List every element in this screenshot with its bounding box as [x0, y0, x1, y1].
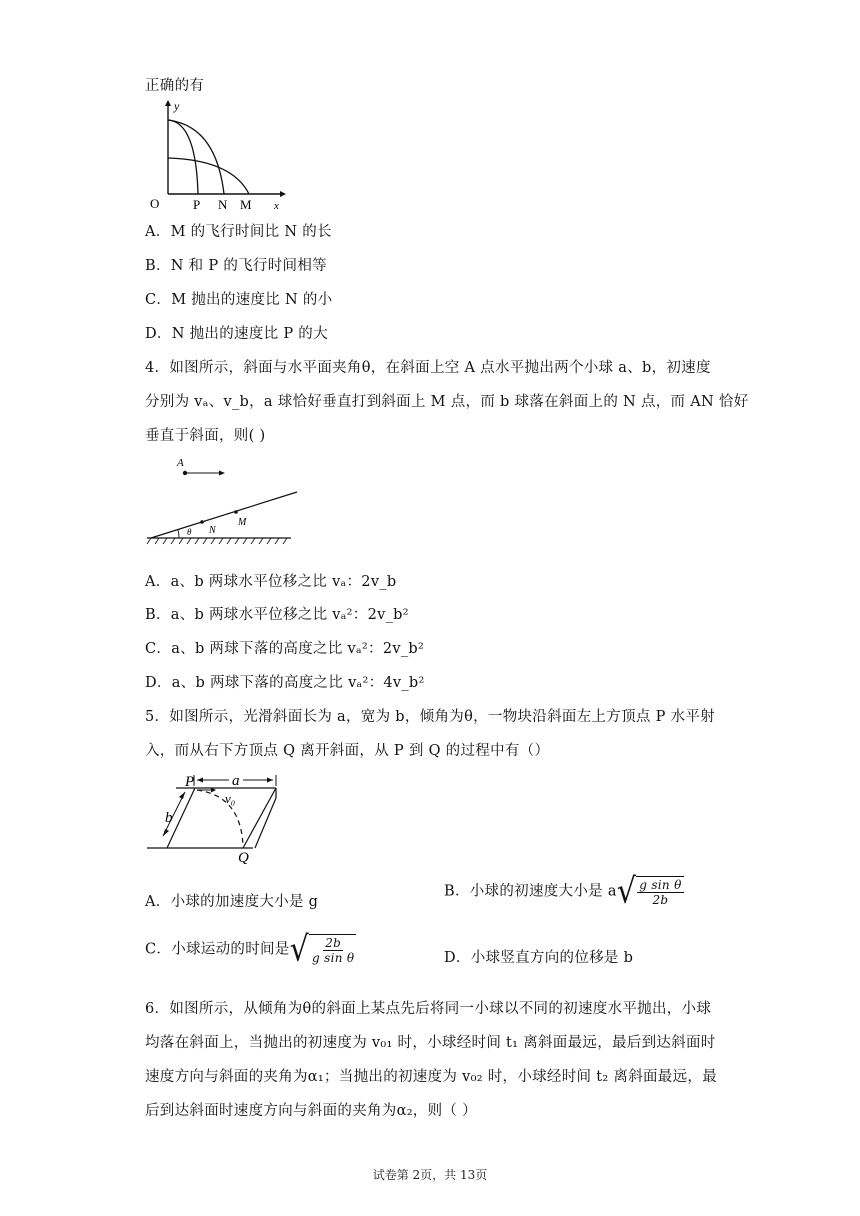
q6-line-1: 6．如图所示，从倾角为θ的斜面上某点先后将同一小球以不同的初速度水平抛出，小球: [145, 1001, 712, 1017]
q4-option-d: D．a、b 两球下落的高度之比 vₐ²：4v_b²: [145, 675, 425, 691]
q4-option-a: A．a、b 两球水平位移之比 vₐ：2v_b: [145, 574, 397, 590]
origin-label: O: [150, 196, 160, 210]
frac-numerator: g sin θ: [639, 878, 682, 892]
q6-line-3: 速度方向与斜面的夹角为α₁；当抛出的初速度为 v₀₂ 时，小球经时间 t₂ 离斜面最远，最: [145, 1069, 717, 1085]
incline-figure: [145, 454, 305, 546]
q4-option-b: B．a、b 两球水平位移之比 vₐ²：2v_b²: [145, 607, 409, 623]
y-axis-label: y: [174, 99, 180, 113]
q3-option-b: B．N 和 P 的飞行时间相等: [145, 258, 327, 274]
q3-option-c: C．M 抛出的速度比 N 的小: [145, 292, 333, 308]
sqrt-expression: √ $\frac{2b}{\text{g sin θ}}$: [289, 928, 355, 970]
point-n-label: N: [218, 197, 228, 210]
q5-option-b-prefix: B．小球的初速度大小是 a: [444, 883, 617, 900]
q5-option-a: A．小球的加速度大小是 g: [145, 894, 319, 910]
point-m-label: M: [240, 197, 252, 210]
point-a-label: A: [177, 457, 184, 469]
q4-line-3: 垂直于斜面，则( ): [145, 428, 266, 444]
point-q-label: Q: [238, 850, 249, 864]
frac-denominator: g sin θ: [312, 951, 355, 965]
point-p-label: P: [193, 197, 201, 210]
inclined-plane-figure: [145, 768, 295, 864]
q5-option-c-prefix: C．小球运动的时间是: [145, 941, 290, 958]
sqrt-expression: √ $\frac{\text{g sin θ}}{2b}$: [616, 870, 682, 912]
trajectory-graph: [148, 98, 288, 210]
theta-label: θ: [187, 527, 192, 537]
q5-line-1: 5．如图所示，光滑斜面长为 a，宽为 b，倾角为θ，一物块沿斜面左上方顶点 P 水平射: [145, 709, 715, 725]
q5-line-2: 入，而从右下方顶点 Q 离开斜面，从 P 到 Q 的过程中有（）: [145, 743, 550, 759]
width-b-label: b: [165, 810, 173, 826]
x-axis-label: x: [274, 200, 279, 210]
length-a-label: a: [232, 773, 240, 789]
point-n-label: N: [209, 525, 216, 536]
v0-label: v₀: [225, 791, 236, 806]
q6-line-4: 后到达斜面时速度方向与斜面的夹角为α₂，则（ ）: [145, 1103, 477, 1119]
page-footer: 试卷第 2页，共 13页: [372, 1168, 488, 1182]
frac-numerator: 2b: [325, 936, 342, 950]
q4-line-2: 分别为 vₐ、v_b，a 球恰好垂直打到斜面上 M 点，而 b 球落在斜面上的 N 点，而 AN 恰好: [145, 394, 749, 410]
q4-option-c: C．a、b 两球下落的高度之比 vₐ²：2v_b²: [145, 641, 425, 657]
frac-denominator: 2b: [652, 893, 669, 907]
q5-option-d: D．小球竖直方向的位移是 b: [444, 950, 634, 966]
q3-option-a: A．M 的飞行时间比 N 的长: [145, 224, 332, 240]
q4-line-1: 4．如图所示，斜面与水平面夹角θ，在斜面上空 A 点水平抛出两个小球 a、b，初速度: [145, 360, 711, 376]
point-m-label: M: [238, 517, 247, 528]
q5-option-c: [145, 928, 356, 970]
intro-tail: 正确的有: [145, 78, 205, 94]
q6-line-2: 均落在斜面上，当抛出的初速度为 v₀₁ 时，小球经时间 t₁ 离斜面最远，最后到达斜面时: [145, 1035, 716, 1051]
q5-option-b: [444, 870, 684, 912]
q3-option-d: D．N 抛出的速度比 P 的大: [145, 326, 328, 342]
point-p-label: P: [185, 774, 195, 790]
